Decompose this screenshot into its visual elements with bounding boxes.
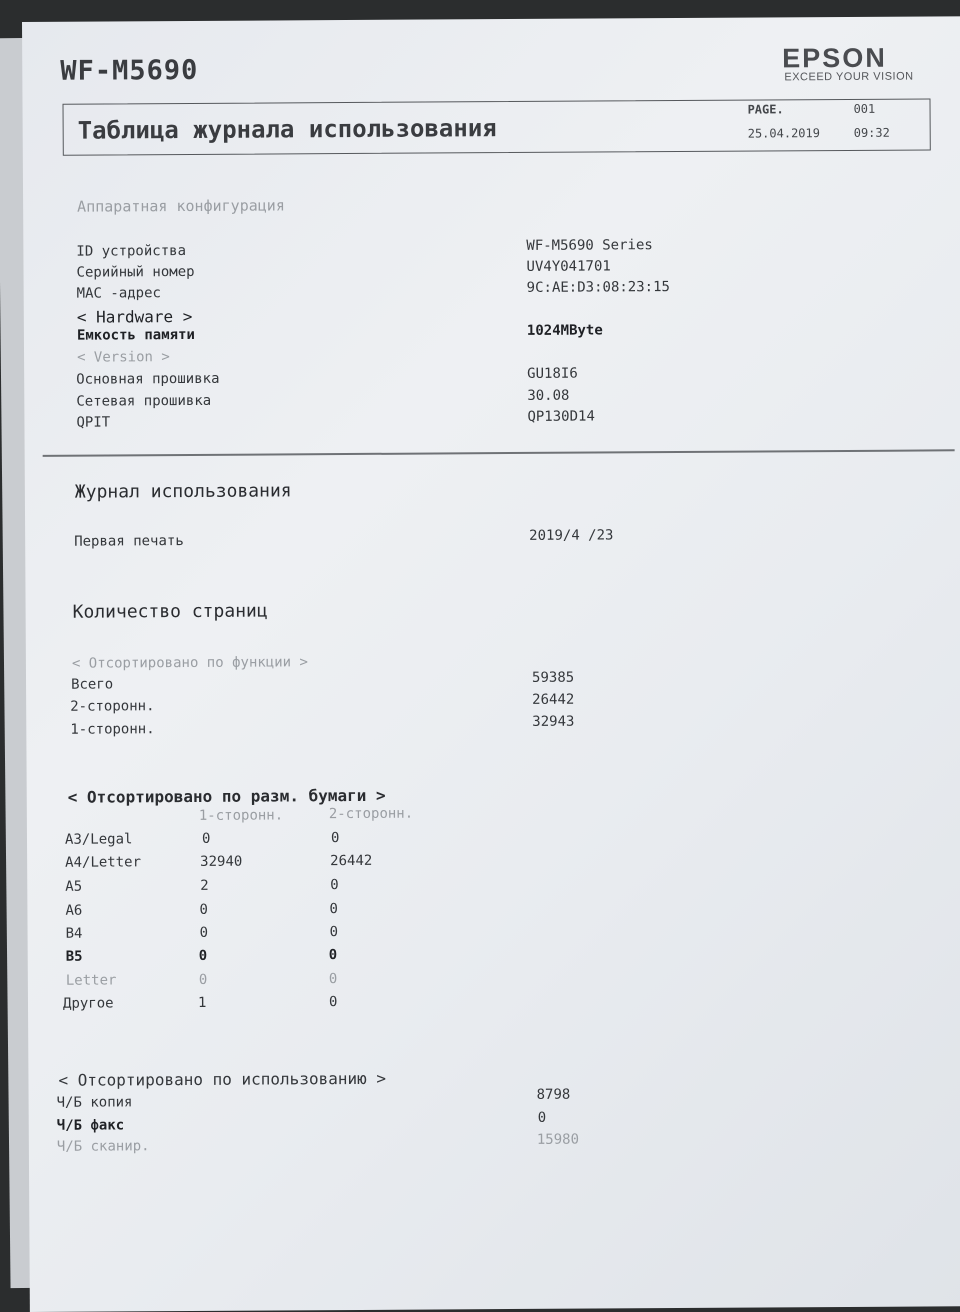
duplex-cell: 0 <box>330 877 339 894</box>
section-divider <box>43 449 955 457</box>
duplex-cell: 0 <box>328 994 338 1011</box>
mac-label: MAC -адрес <box>76 285 162 302</box>
first-print-label: Первая печать <box>74 533 184 550</box>
bw-copy-value: 8798 <box>536 1086 571 1103</box>
usage-log-heading: Журнал использования <box>74 480 292 503</box>
simplex-cell: 2 <box>200 877 209 894</box>
qpit-label: QPIT <box>76 414 111 431</box>
network-firmware-value: 30.08 <box>527 387 570 404</box>
bw-scan-label: Ч/Б сканир. <box>56 1138 150 1155</box>
duplex-cell: 0 <box>330 830 340 847</box>
simplex-cell: 0 <box>199 924 209 941</box>
simplex-cell: 0 <box>201 830 211 847</box>
size-cell: A3/Legal <box>64 831 133 848</box>
title-box <box>63 98 931 155</box>
bw-fax-value: 0 <box>537 1109 547 1126</box>
duplex-cell: 0 <box>329 924 339 941</box>
simplex-cell: 0 <box>199 901 208 918</box>
hardware-config-heading: Аппаратная конфигурация <box>77 196 285 216</box>
main-firmware-value: GU18I6 <box>527 365 578 382</box>
size-cell: A5 <box>65 878 83 895</box>
version-heading: < Version > <box>77 349 170 366</box>
serial-value: UV4Y041701 <box>526 258 611 275</box>
duplex-cell: 0 <box>328 971 338 988</box>
brand-tagline: EXCEED YOUR VISION <box>784 70 914 84</box>
mac-value: 9C:AE:D3:08:23:15 <box>526 279 670 296</box>
network-firmware-label: Сетевая прошивка <box>76 392 212 410</box>
memory-label: Емкость памяти <box>76 326 195 344</box>
by-function-heading: < Отсортировано по функции > <box>71 654 308 672</box>
size-cell: A6 <box>65 902 83 919</box>
size-cell: Другое <box>62 995 114 1012</box>
serial-label: Серийный номер <box>76 263 195 281</box>
bw-scan-value: 15980 <box>536 1131 580 1148</box>
bw-fax-label: Ч/Б факс <box>56 1117 125 1134</box>
simplex-cell: 32940 <box>200 853 243 870</box>
memory-value: 1024MByte <box>526 322 603 339</box>
duplex-cell: 26442 <box>330 852 373 870</box>
simplex-cell: 1 <box>197 994 207 1011</box>
duplex-value: 26442 <box>532 691 575 708</box>
by-paper-size-heading: < Отсортировано по разм. бумаги > <box>67 785 386 807</box>
size-cell: A4/Letter <box>65 854 142 871</box>
page-count-heading: Количество страниц <box>72 600 268 623</box>
bw-copy-label: Ч/Б копия <box>56 1094 133 1111</box>
total-value: 59385 <box>531 669 575 686</box>
epson-logo: EPSON <box>782 42 887 74</box>
main-firmware-label: Основная прошивка <box>76 370 220 388</box>
duplex-cell: 0 <box>329 901 338 918</box>
first-print-value: 2019/4 /23 <box>529 527 614 544</box>
page-title: Таблица журнала использования <box>77 114 497 145</box>
by-usage-heading: < Отсортировано по использованию > <box>58 1068 387 1090</box>
simplex-cell: 0 <box>198 947 208 964</box>
print-date: 25.04.2019 <box>747 126 820 141</box>
duplex-label: 2-сторонн. <box>70 698 155 715</box>
page-label: PAGE. <box>747 102 784 117</box>
size-cell: Letter <box>65 972 117 989</box>
usage-log-printout <box>22 16 960 1312</box>
page-number: 001 <box>853 101 876 116</box>
device-id-value: WF-M5690 Series <box>526 237 653 254</box>
print-time: 09:32 <box>853 125 890 140</box>
simplex-value: 32943 <box>532 713 575 730</box>
duplex-cell: 0 <box>328 947 338 964</box>
size-cell: B5 <box>65 948 83 965</box>
size-cell: B4 <box>65 925 83 942</box>
col-duplex-header: 2-сторонн. <box>328 805 414 823</box>
qpit-value: QP130D14 <box>527 408 595 425</box>
hardware-heading: < Hardware > <box>76 306 193 327</box>
printer-model: WF-M5690 <box>60 54 199 87</box>
device-id-label: ID устройства <box>76 243 187 260</box>
col-simplex-header: 1-сторонн. <box>198 807 284 824</box>
simplex-label: 1-сторонн. <box>70 721 155 738</box>
total-label: Всего <box>71 676 114 693</box>
simplex-cell: 0 <box>198 971 208 988</box>
